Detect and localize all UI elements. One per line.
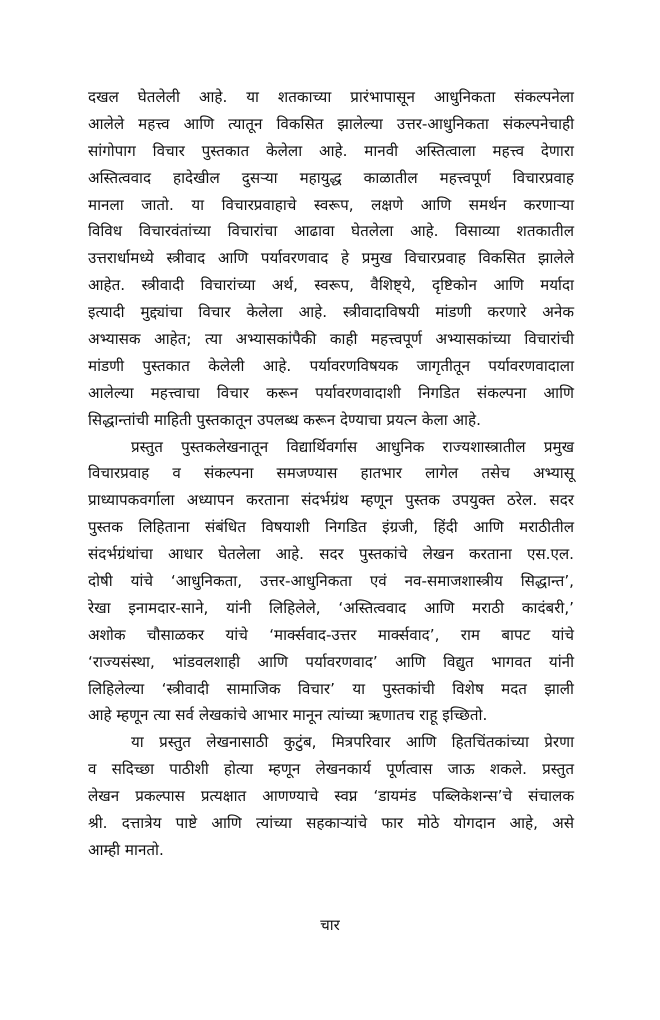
- text-line: इत्यादी मुद्द्यांचा विचार केलेला आहे. स्त्रीवादाविषयी मांडणी करणारे अनेक: [88, 303, 574, 322]
- text-line: मांडणी पुस्तकात केलेली आहे. पर्यावरणविषयक जागृतीतून पर्यावरणवादाला: [88, 356, 574, 375]
- text-line: व सदिच्छा पाठीशी होत्या म्हणून लेखनकार्य पूर्णत्वास जाऊ शकले. प्रस्तुत: [88, 760, 574, 779]
- paragraph-2: [88, 434, 574, 730]
- text-line: पुस्तक लिहिताना संबंधित विषयाशी निगडित इंग्रजी, हिंदी आणि मराठीतील: [88, 518, 574, 537]
- text-line: ‘राज्यसंस्था, भांडवलशाही आणि पर्यावरणवाद’ आणि विद्युत भागवत यांनी: [88, 652, 574, 671]
- text-line: श्री. दत्तात्रेय पाष्टे आणि त्यांच्या सहकाऱ्यांचे फार मोठे योगदान आहे, असे: [88, 814, 574, 833]
- text-line: लेखन प्रकल्पास प्रत्यक्षात आणण्याचे स्वप्न ‘डायमंड पब्लिकेशन्स’चे संचालक: [88, 787, 574, 806]
- text-line: लिहिलेल्या ‘स्त्रीवादी सामाजिक विचार’ या पुस्तकांची विशेष मदत झाली: [88, 679, 574, 698]
- text-line: आहे म्हणून त्या सर्व लेखकांचे आभार मानून त्यांच्या ऋणातच राहू इच्छितो.: [88, 706, 488, 725]
- text-line: मानला जातो. या विचारप्रवाहाचे स्वरूप, लक्षणे आणि समर्थन करणाऱ्या: [88, 195, 574, 214]
- text-line: उत्तरार्धामध्ये स्त्रीवाद आणि पर्यावरणवाद हे प्रमुख विचारप्रवाह विकसित झालेले: [88, 249, 574, 268]
- text-line: प्रस्तुत पुस्तकलेखनातून विद्यार्थिवर्गास आधुनिक राज्यशास्त्रातील प्रमुख: [131, 437, 574, 456]
- text-line: विविध विचारवंतांच्या विचारांचा आढावा घेतलेला आहे. विसाव्या शतकातील: [88, 222, 574, 241]
- text-line: विचारप्रवाह व संकल्पना समजण्यास हातभार लागेल तसेच अभ्यासू: [88, 464, 574, 483]
- text-line: रेखा इनामदार-साने, यांनी लिहिलेले, ‘अस्तित्ववाद आणि मराठी कादंबरी,’: [88, 598, 574, 617]
- text-line: अभ्यासक आहेत; त्या अभ्यासकांपैकी काही महत्त्वपूर्ण अभ्यासकांच्या विचारांची: [88, 330, 574, 349]
- text-line: या प्रस्तुत लेखनासाठी कुटुंब, मित्रपरिवार आणि हितचिंतकांच्या प्रेरणा: [131, 733, 574, 752]
- page-number: चार: [320, 916, 340, 934]
- text-line: आम्ही मानतो.: [88, 840, 164, 859]
- text-line: आलेल्या महत्त्वाचा विचार करून पर्यावरणवादाशी निगडित संकल्पना आणि: [88, 383, 574, 402]
- text-line: अशोक चौसाळकर यांचे ‘मार्क्सवाद-उत्तर मार्क्सवाद’, राम बापट यांचे: [88, 625, 574, 644]
- text-line: आलेले महत्त्व आणि त्यातून विकसित झालेल्या उत्तर-आधुनिकता संकल्पनेचाही: [88, 114, 574, 133]
- text-line: संदर्भग्रंथांचा आधार घेतलेला आहे. सदर पुस्तकांचे लेखन करताना एस.एल.: [88, 545, 574, 564]
- text-line: आहेत. स्त्रीवादी विचारांच्या अर्थ, स्वरूप, वैशिष्ट्ये, दृष्टिकोन आणि मर्यादा: [88, 276, 574, 295]
- paragraph-3: [88, 729, 574, 863]
- paragraph-1: [88, 84, 574, 434]
- text-line: अस्तित्ववाद हादेखील दुसऱ्या महायुद्ध काळातील महत्त्वपूर्ण विचारप्रवाह: [88, 168, 574, 187]
- text-line: प्राध्यापकवर्गाला अध्यापन करताना संदर्भग्रंथ म्हणून पुस्तक उपयुक्त ठरेल. सदर: [88, 491, 574, 510]
- text-line: सांगोपाग विचार पुस्तकात केलेला आहे. मानवी अस्तित्वाला महत्त्व देणारा: [88, 141, 574, 160]
- text-line: दखल घेतलेली आहे. या शतकाच्या प्रारंभापासून आधुनिकता संकल्पनेला: [88, 88, 574, 106]
- text-line: दोषी यांचे ‘आधुनिकता, उत्तर-आधुनिकता एवं नव-समाजशास्त्रीय सिद्धान्त’,: [88, 572, 574, 591]
- text-line: सिद्धान्तांची माहिती पुस्तकातून उपलब्ध करून देण्याचा प्रयत्न केला आहे.: [88, 410, 481, 429]
- body-text: [88, 84, 574, 864]
